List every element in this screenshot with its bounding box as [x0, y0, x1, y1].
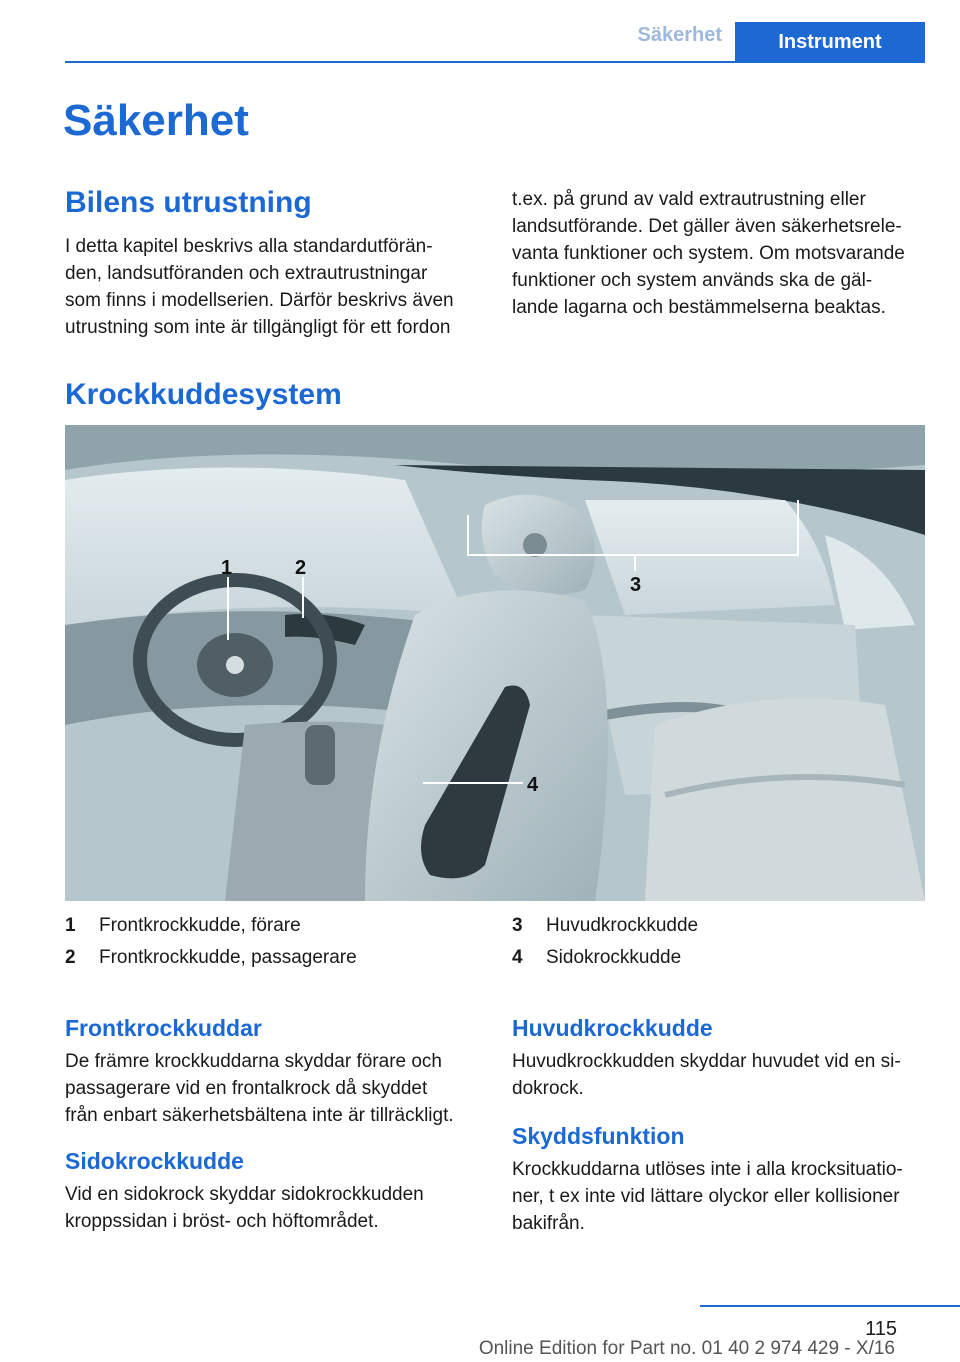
intro-heading: Bilens utrustning — [65, 186, 312, 219]
intro-left-line: utrustning som inte är tillgängligt för ett fordon — [65, 317, 451, 338]
intro-left-line: I detta kapitel beskrivs alla standardutförän- — [65, 236, 433, 257]
callout-4: 4 — [527, 774, 539, 796]
head-line: Huvudkrockkudden skyddar huvudet vid en si- — [512, 1051, 901, 1072]
legend-item — [512, 947, 932, 979]
header-rule — [65, 61, 925, 63]
callout-1: 1 — [221, 557, 233, 579]
intro-left-line: den, landsutföranden och extrautrustningar — [65, 263, 428, 284]
frontal-line: De främre krockkuddarna skyddar förare och — [65, 1051, 442, 1072]
page-title: Säkerhet — [63, 96, 249, 145]
legend-number: 1 — [65, 915, 76, 936]
header-section-tab: Säkerhet — [637, 24, 722, 46]
legend-item — [512, 915, 932, 947]
legend-item — [65, 947, 485, 979]
callout-3: 3 — [630, 574, 642, 596]
head-airbag-text — [512, 1048, 942, 1102]
intro-left-line: som finns i modellserien. Därför beskrivs även — [65, 290, 454, 311]
legend-left — [65, 915, 485, 979]
intro-right-text — [512, 186, 932, 321]
head-line: dokrock. — [512, 1078, 584, 1099]
intro-left-text — [65, 233, 485, 341]
footer-rule — [700, 1305, 960, 1307]
side-airbag-heading: Sidokrockkudde — [65, 1148, 244, 1174]
callout-2: 2 — [295, 557, 307, 579]
protection-line: ner, t ex inte vid lättare olyckor eller kollisioner — [512, 1186, 900, 1207]
footer-watermark: Online Edition for Part no. 01 40 2 974 429 - X/16 — [478, 1338, 895, 1359]
car-interior-illustration — [65, 425, 925, 901]
intro-right-line: landsutförande. Det gäller även säkerhetsrele- — [512, 216, 902, 237]
frontal-line: från enbart säkerhetsbältena inte är tillräckligt. — [65, 1105, 454, 1126]
head-airbag-heading: Huvudkrockkudde — [512, 1015, 713, 1041]
airbag-system-heading: Krockkuddesystem — [65, 378, 342, 411]
header-active-tab: Instrument — [735, 22, 925, 63]
side-airbag-text — [65, 1181, 495, 1235]
frontal-airbags-text — [65, 1048, 495, 1129]
side-line: kroppssidan i bröst- och höftområdet. — [65, 1211, 379, 1232]
legend-label: Frontkrockkudde, passagerare — [99, 947, 357, 968]
page-number: 115 — [865, 1318, 897, 1340]
legend-label: Frontkrockkudde, förare — [99, 915, 301, 936]
frontal-line: passagerare vid en frontalkrock då skyddet — [65, 1078, 428, 1099]
intro-right-line: vanta funktioner och system. Om motsvarande — [512, 243, 905, 264]
intro-right-line: t.ex. på grund av vald extrautrustning eller — [512, 189, 866, 210]
protection-line: bakifrån. — [512, 1213, 585, 1234]
legend-right — [512, 915, 932, 979]
legend-number: 3 — [512, 915, 523, 936]
legend-number: 2 — [65, 947, 76, 968]
legend-number: 4 — [512, 947, 523, 968]
protection-heading: Skyddsfunktion — [512, 1123, 685, 1149]
legend-label: Huvudkrockkudde — [546, 915, 699, 936]
protection-text — [512, 1156, 942, 1237]
intro-right-line: funktioner och system används ska de gäl- — [512, 270, 873, 291]
side-line: Vid en sidokrock skyddar sidokrockkudden — [65, 1184, 424, 1205]
legend-item — [65, 915, 485, 947]
intro-right-line: lande lagarna och bestämmelserna beaktas. — [512, 297, 886, 318]
legend-label: Sidokrockkudde — [546, 947, 682, 968]
frontal-airbags-heading: Frontkrockkuddar — [65, 1015, 262, 1041]
protection-line: Krockkuddarna utlöses inte i alla krocksituatio- — [512, 1159, 903, 1180]
